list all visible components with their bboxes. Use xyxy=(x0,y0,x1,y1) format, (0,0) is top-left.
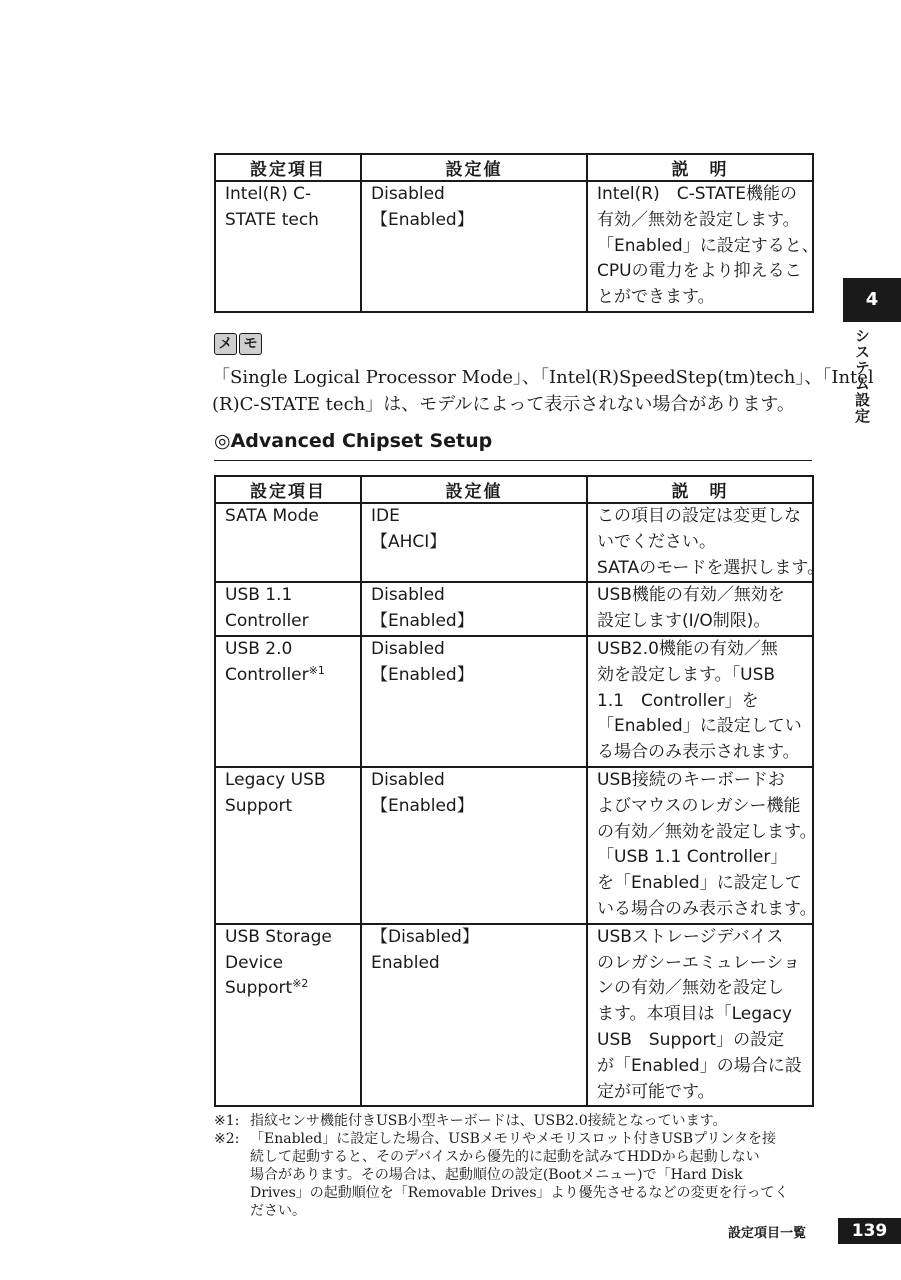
cell-item xyxy=(215,636,361,767)
cell-desc-line xyxy=(597,820,817,846)
cell-item-text: Support xyxy=(225,978,293,999)
table-header-row xyxy=(215,154,813,181)
cell-desc-text: のレガシーエミュレーショ xyxy=(597,952,800,973)
footnote-ref: ※1 xyxy=(308,663,325,677)
cell-desc-text: USB Support」の設定 xyxy=(597,1029,785,1050)
cell-item-text: Support xyxy=(225,795,293,816)
cell-desc-text: ます。本項目は「Legacy xyxy=(597,1004,792,1025)
cell-desc xyxy=(587,924,813,1107)
cell-desc-text: が「Enabled」の場合に設 xyxy=(597,1055,802,1076)
cell-item xyxy=(215,924,361,1107)
cell-desc-text: いでください。 xyxy=(597,531,716,552)
cell-item-text: USB 2.0 xyxy=(225,638,293,659)
cell-desc xyxy=(587,767,817,924)
cell-desc-text: の有効／無効を設定します。 xyxy=(597,821,817,842)
cell-value xyxy=(361,582,587,636)
cell-value xyxy=(361,636,587,767)
chapter-tab-number: 4 xyxy=(843,278,901,322)
cell-desc-text: SATAのモードを選択します。 xyxy=(597,557,825,578)
cell-item-line xyxy=(225,182,354,208)
cell-item-text: USB 1.1 xyxy=(225,585,293,606)
cell-value-line xyxy=(371,182,580,208)
table-row xyxy=(215,503,813,582)
footnote-line: ださい。 xyxy=(250,1203,306,1219)
cell-value-line xyxy=(371,208,580,234)
footnote-line: 指紋センサ機能付きUSB小型キーボードは、USB2.0接続となっています。 xyxy=(250,1113,727,1129)
cell-value xyxy=(361,181,587,312)
cell-desc-text: 1.1 Controller」を xyxy=(597,690,759,711)
cell-desc-line xyxy=(597,714,808,740)
cell-value-text: 【Enabled】 xyxy=(371,611,474,632)
cell-desc-line xyxy=(597,556,825,582)
cell-desc-text: る場合のみ表示されます。 xyxy=(597,742,800,763)
header-value: 設定値 xyxy=(361,476,587,503)
cell-desc-line xyxy=(597,1080,808,1106)
cell-value-line xyxy=(371,504,580,530)
cell-desc-line xyxy=(597,845,808,871)
memo-icon-char: メ xyxy=(214,333,237,355)
cell-desc-line xyxy=(597,234,819,260)
cell-desc-line xyxy=(597,259,808,285)
cell-value xyxy=(361,503,587,582)
cell-desc xyxy=(587,636,813,767)
cell-item-line xyxy=(225,583,354,609)
cell-desc-text: 「Enabled」に設定すると、 xyxy=(597,235,819,256)
cell-desc-line xyxy=(597,1054,808,1080)
cell-desc-text: 設定します(I/O制限)。 xyxy=(597,611,771,632)
cell-desc-line xyxy=(597,663,808,689)
memo-line: (R)C-STATE tech」は、モデルによって表示されない場合があります。 xyxy=(212,394,795,415)
cell-value-line xyxy=(371,951,580,977)
cell-desc-text: とができます。 xyxy=(597,287,715,308)
cell-desc-text: を「Enabled」に設定して xyxy=(597,873,802,894)
header-value: 設定値 xyxy=(361,154,587,181)
cell-value-line xyxy=(371,637,580,663)
table-row xyxy=(215,181,813,312)
footnote-ref: ※2 xyxy=(292,977,309,991)
table-row xyxy=(215,924,813,1107)
cell-item xyxy=(215,767,361,924)
cell-value-text: Disabled xyxy=(371,184,445,204)
table-row xyxy=(215,582,813,636)
cell-desc-line xyxy=(597,609,808,635)
cell-desc-line xyxy=(597,285,808,311)
footnote-1 xyxy=(214,1112,814,1130)
cell-item-line xyxy=(225,951,354,977)
cell-value-text: 【Enabled】 xyxy=(371,795,474,816)
cell-value-line xyxy=(371,583,580,609)
cell-desc-text: USBストレージデバイス xyxy=(597,926,784,947)
cell-desc-line xyxy=(597,637,808,663)
section-title: ◎Advanced Chipset Setup xyxy=(214,430,812,461)
cell-desc-line xyxy=(597,768,808,794)
cell-desc-text: Intel(R) C-STATE機能の xyxy=(597,184,798,204)
memo-icon xyxy=(214,333,262,355)
cell-item-text: Device xyxy=(225,952,284,973)
footnote-line: 続して起動すると、そのデバイスから優先的に起動を試みてHDDから起動しない xyxy=(250,1149,760,1165)
table-row xyxy=(215,636,813,767)
cell-desc-line xyxy=(597,530,808,556)
page-number: 139 xyxy=(838,1218,901,1244)
cell-value-text: Disabled xyxy=(371,769,445,790)
table1-body xyxy=(215,181,819,312)
cell-desc xyxy=(587,181,819,312)
cell-desc-line xyxy=(597,871,808,897)
cell-item-line xyxy=(225,609,354,635)
cell-desc-text: USB機能の有効／無効を xyxy=(597,585,785,606)
cell-desc-text: 有効／無効を設定します。 xyxy=(597,209,800,230)
cell-desc-line xyxy=(597,208,808,234)
cell-value-text: 【AHCI】 xyxy=(371,531,447,552)
cell-desc-line xyxy=(597,689,808,715)
cell-item-text: SATA Mode xyxy=(225,506,319,526)
cell-item-line xyxy=(225,794,354,820)
cell-value-line xyxy=(371,663,580,689)
cell-value-text: 【Enabled】 xyxy=(371,664,474,685)
header-item: 設定項目 xyxy=(215,476,361,503)
memo-icon-char: モ xyxy=(239,333,262,355)
cell-desc-line xyxy=(597,583,808,609)
cell-item-line xyxy=(225,663,354,689)
cell-item xyxy=(215,503,361,582)
cell-item xyxy=(215,582,361,636)
cell-desc-line xyxy=(597,182,808,208)
cell-desc-line xyxy=(597,794,808,820)
cell-item-text: Intel(R) C- xyxy=(225,184,312,204)
cell-item-text: Legacy USB xyxy=(225,769,326,790)
cell-desc-line xyxy=(597,976,808,1002)
cell-item-text: USB Storage xyxy=(225,926,332,947)
cell-value-text: 【Disabled】 xyxy=(371,926,479,947)
cell-desc-line xyxy=(597,504,808,530)
cell-desc-line xyxy=(597,925,808,951)
chapter-tab-label: システム設定 xyxy=(853,328,871,424)
footnote-mark: ※2: xyxy=(214,1131,240,1147)
cell-item-text: Controller xyxy=(225,664,309,685)
cell-value-text: Enabled xyxy=(371,952,440,973)
cell-item-text: Controller xyxy=(225,611,309,632)
cell-value-line xyxy=(371,530,580,556)
cell-desc-line xyxy=(597,1028,808,1054)
cell-value-text: Disabled xyxy=(371,585,445,606)
cell-desc-text: CPUの電力をより抑えるこ xyxy=(597,261,802,282)
cell-desc-text: 効を設定します。「USB xyxy=(597,664,776,685)
cell-desc-text: ンの有効／無効を設定し xyxy=(597,978,784,999)
cell-desc-line xyxy=(597,1002,808,1028)
footer-label: 設定項目一覧 xyxy=(728,1226,807,1241)
cell-value-text: 【Enabled】 xyxy=(371,209,474,230)
cell-desc-text: この項目の設定は変更しな xyxy=(597,506,801,526)
cell-desc-text: 「Enabled」に設定してい xyxy=(597,716,802,737)
header-desc: 説 明 xyxy=(587,154,813,181)
cell-desc-text: USB接続のキーボードお xyxy=(597,769,785,790)
cell-desc-line xyxy=(597,897,817,923)
footnote-line: 「Enabled」に設定した場合、USBメモリやメモリスロット付きUSBプリンタを接 xyxy=(250,1131,776,1147)
cell-desc-text: 「USB 1.1 Controller」 xyxy=(597,847,788,868)
cell-value-line xyxy=(371,768,580,794)
memo-line: 「Single Logical Processor Mode」、「Intel(R)SpeedStep(tm)tech」、「Intel xyxy=(212,367,874,388)
cell-value-line xyxy=(371,609,580,635)
cell-value xyxy=(361,924,587,1107)
footnote-mark: ※1: xyxy=(214,1113,240,1129)
cell-item-line xyxy=(225,208,354,234)
cell-item-line xyxy=(225,637,354,663)
cell-item xyxy=(215,181,361,312)
header-desc: 説 明 xyxy=(587,476,813,503)
cell-value-line xyxy=(371,925,580,951)
cell-item-line xyxy=(225,768,354,794)
cell-item-line xyxy=(225,504,354,530)
table-row xyxy=(215,767,813,924)
cell-desc-text: よびマウスのレガシー機能 xyxy=(597,795,801,816)
cell-desc-text: いる場合のみ表示されます。 xyxy=(597,898,817,919)
cell-desc-text: 定が可能です。 xyxy=(597,1081,715,1102)
cell-item-text: STATE tech xyxy=(225,209,319,230)
cell-item-line xyxy=(225,925,354,951)
cell-desc xyxy=(587,582,813,636)
cell-desc-text: USB2.0機能の有効／無 xyxy=(597,638,778,659)
table2-body xyxy=(215,503,825,1106)
settings-table-chipset xyxy=(214,475,825,1107)
cell-value-text: IDE xyxy=(371,506,400,526)
cell-desc-line xyxy=(597,740,808,766)
cell-value-text: Disabled xyxy=(371,638,445,659)
footnote-line: 場合があります。その場合は、起動順位の設定(Bootメニュー)で「Hard Disk xyxy=(250,1167,743,1183)
cell-value xyxy=(361,767,587,924)
header-item: 設定項目 xyxy=(215,154,361,181)
cell-value-line xyxy=(371,794,580,820)
table-header-row xyxy=(215,476,813,503)
cell-desc xyxy=(587,503,825,582)
footnote-line: Drives」の起動順位を「Removable Drives」より優先させるなどの変更を行ってく xyxy=(250,1185,789,1201)
footnotes xyxy=(214,1112,814,1220)
cell-desc-line xyxy=(597,951,808,977)
footnote-2 xyxy=(214,1130,814,1220)
settings-table-cpu xyxy=(214,153,819,313)
cell-item-line xyxy=(225,976,354,1002)
